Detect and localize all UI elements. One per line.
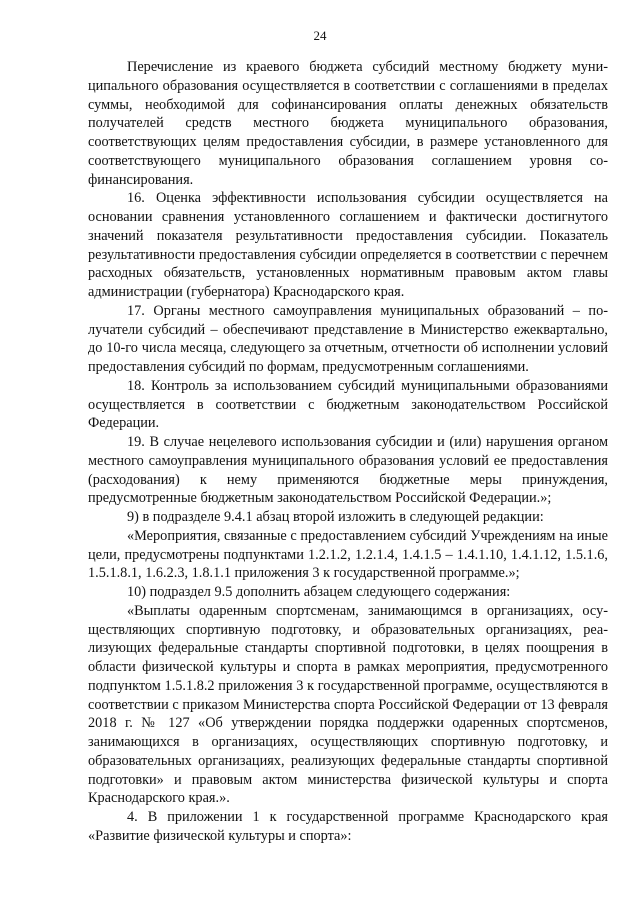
paragraph-17-reporting: 17. Органы местного самоуправления муниципальных образований – получатели субсидий – обеспечивают представление в Министерство ежеквартально, до 10-го числа месяца, следующего за отчетным, отчетности об исполнении условий предоставления субсидий по формам, предусмотренным соглашениями. <box>88 302 608 375</box>
paragraph-item-9: 9) в подразделе 9.4.1 абзац второй изложить в следующей редакции: <box>127 509 544 525</box>
paragraph-events-subsidies: «Мероприятия, связанные с предоставлением субсидий Учреждениям на иные цели, предусмотрены подпунктами 1.2.1.2, 1.2.1.4, 1.4.1.5 – 1.4.1.10, 1.4.1.12, 1.5.1.6, 1.5.1.8.1, 1.6.2.3, 1.8.1.1 приложения 3 к государственной программе.»; <box>88 527 608 582</box>
paragraph-subsidy-transfer: Перечисление из краевого бюджета субсидий местному бюджету муниципального образования осуществляется в соответствии с соглашениями в пределах суммы, необходимой для софинансирования оплаты денежных обязательств получателей средств местного бюджета муниципального образования, соответствующих целям предоставления субсидии, в размере установленного для соответствующего муниципального образования соглашением уровня софинансирования. <box>88 59 608 188</box>
paragraph-18-control: 18. Контроль за использованием субсидий муниципальными образованиями осуществляется в соответствии с бюджетным законодательством Российской Федерации. <box>88 377 608 432</box>
paragraph-athlete-payments: «Выплаты одаренным спортсменам, занимающимся в организациях, осуществляющих спортивную подготовку, и образовательных организациях, реализующих федеральные стандарты спортивной подготовки, в целях поощрения в области физической культуры и спорта в рамках мероприятия, предусмотренного подпунктом 1.5.1.8.2 приложения 3 к государственной программе, осуществляются в соответствии с приказом Министерства спорта Российской Федерации от 13 февраля 2018 г. № 127 «Об утверждении порядка поддержки одаренных спортсменов, занимающихся в организациях, осуществляющих спортивную подготовку, и образовательных организациях, реализующих федеральные стандарты спортивной подготовки» и правовым актом министерства физической культуры и спорта Краснодарского края.». <box>88 602 608 807</box>
document-body <box>88 58 608 846</box>
page-number: 24 <box>313 28 327 43</box>
paragraph-16-efficiency-assessment: 16. Оценка эффективности использования субсидии осуществляется на основании сравнения установленного соглашением и фактически достигнутого значений показателя результативности предоставления субсидии. Показатель результативности предоставления субсидии определяется в соответствии с перечнем расходных обязательств, установленных нормативным правовым актом главы администрации (губернатора) Краснодарского края. <box>88 190 608 300</box>
paragraph-19-misuse: 19. В случае нецелевого использования субсидии и (или) нарушения органом местного самоуправления муниципального образования условий ее предоставления (расходования) к нему применяются бюджетные меры принуждения, предусмотренные бюджетным законодательством Российской Федерации.»; <box>88 434 608 507</box>
paragraph-item-4-appendix: 4. В приложении 1 к государственной программе Краснодарского края «Развитие физической культуры и спорта»: <box>88 809 608 844</box>
paragraph-item-10: 10) подраздел 9.5 дополнить абзацем следующего содержания: <box>127 584 511 600</box>
